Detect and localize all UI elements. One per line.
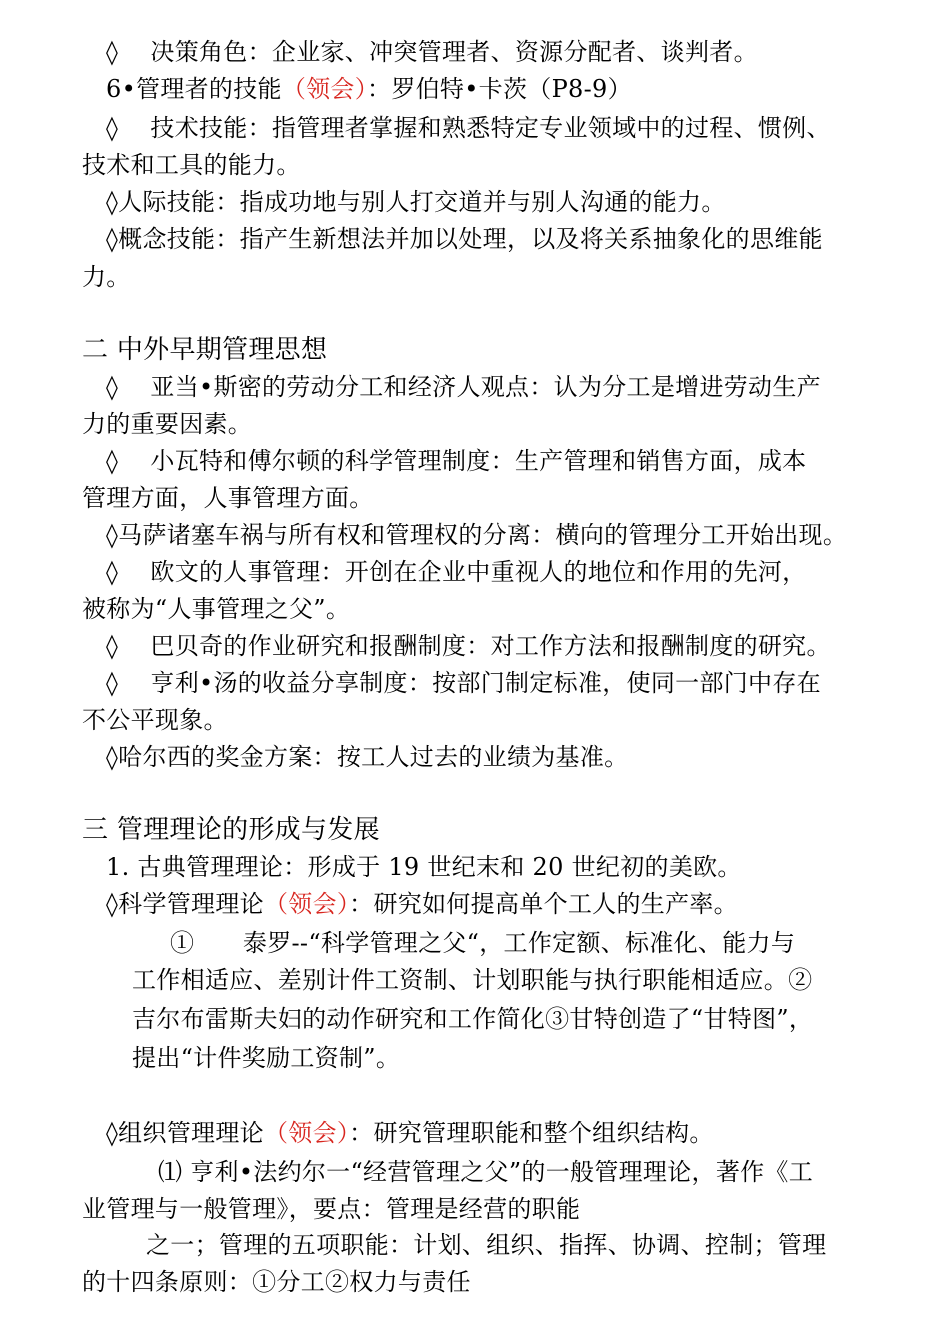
text-line: ◊人际技能：指成功地与别人打交道并与别人沟通的能力。 [106, 188, 726, 216]
section-heading: 三 管理理论的形成与发展 [82, 815, 380, 845]
text-line [106, 887, 738, 921]
text-line: ◊ 小瓦特和傅尔顿的科学管理制度：生产管理和销售方面，成本 [106, 447, 807, 475]
section-heading: 二 中外早期管理思想 [82, 335, 328, 365]
text-line: 力的重要因素。 [82, 410, 253, 438]
text-line: ◊ 决策角色：企业家、冲突管理者、资源分配者、谈判者。 [106, 38, 758, 66]
text-line [106, 72, 632, 106]
highlight-comprehend: （领会） [281, 75, 368, 103]
text-line: 之一；管理的五项职能：计划、组织、指挥、协调、控制；管理 [146, 1231, 827, 1259]
highlight-comprehend: （领会） [263, 1119, 350, 1147]
text-segment: ◊科学管理理论 [106, 890, 264, 918]
text-line: 被称为“人事管理之父”。 [82, 595, 351, 623]
text-line: ◊哈尔西的奖金方案：按工人过去的业绩为基准。 [106, 743, 629, 771]
text-line: 吉尔布雷斯夫妇的动作研究和工作简化③甘特创造了“甘特图”， [132, 1005, 814, 1033]
text-segment: ：研究如何提高单个工人的生产率。 [349, 890, 738, 918]
text-line: 工作相适应、差别计件工资制、计划职能与执行职能相适应。② [132, 966, 813, 994]
text-line: ◊ 亨利•汤的收益分享制度：按部门制定标准，使同一部门中存在 [106, 669, 821, 697]
text-line: ◊ 欧文的人事管理：开创在企业中重视人的地位和作用的先河， [106, 558, 807, 586]
text-segment: 6•管理者的技能 [106, 75, 282, 103]
text-line: ⑴ 亨利•法约尔一“经营管理之父”的一般管理理论，著作《工 [158, 1158, 814, 1186]
text-line: 提出“计件奖励工资制”。 [132, 1044, 401, 1072]
text-line: 1. 古典管理理论：形成于 19 世纪末和 20 世纪初的美欧。 [106, 853, 742, 881]
text-line: 的十四条原则：①分工②权力与责任 [82, 1268, 471, 1296]
text-segment: ：研究管理职能和整个组织结构。 [349, 1119, 714, 1147]
text-line [106, 1116, 714, 1150]
text-line: 不公平现象。 [82, 706, 228, 734]
text-line: ◊ 巴贝奇的作业研究和报酬制度：对工作方法和报酬制度的研究。 [106, 632, 831, 660]
text-line: 技术和工具的能力。 [82, 151, 301, 179]
text-line: ◊ 亚当•斯密的劳动分工和经济人观点：认为分工是增进劳动生产 [106, 373, 821, 401]
highlight-comprehend: （领会） [263, 890, 350, 918]
text-line: ◊马萨诸塞车祸与所有权和管理权的分离：横向的管理分工开始出现。 [106, 521, 848, 549]
text-line: 业管理与一般管理》，要点：管理是经营的职能 [82, 1195, 581, 1223]
text-line: ◊ 技术技能：指管理者掌握和熟悉特定专业领域中的过程、惯例、 [106, 114, 831, 142]
text-line: 管理方面，人事管理方面。 [82, 484, 374, 512]
text-line: ① 泰罗--“科学管理之父“，工作定额、标准化、能力与 [170, 929, 796, 957]
text-line: 力。 [82, 263, 131, 291]
text-segment: ◊组织管理理论 [106, 1119, 264, 1147]
text-segment: ：罗伯特•卡茨（P8-9） [367, 75, 632, 103]
text-line: ◊概念技能：指产生新想法并加以处理，以及将关系抽象化的思维能 [106, 225, 823, 253]
